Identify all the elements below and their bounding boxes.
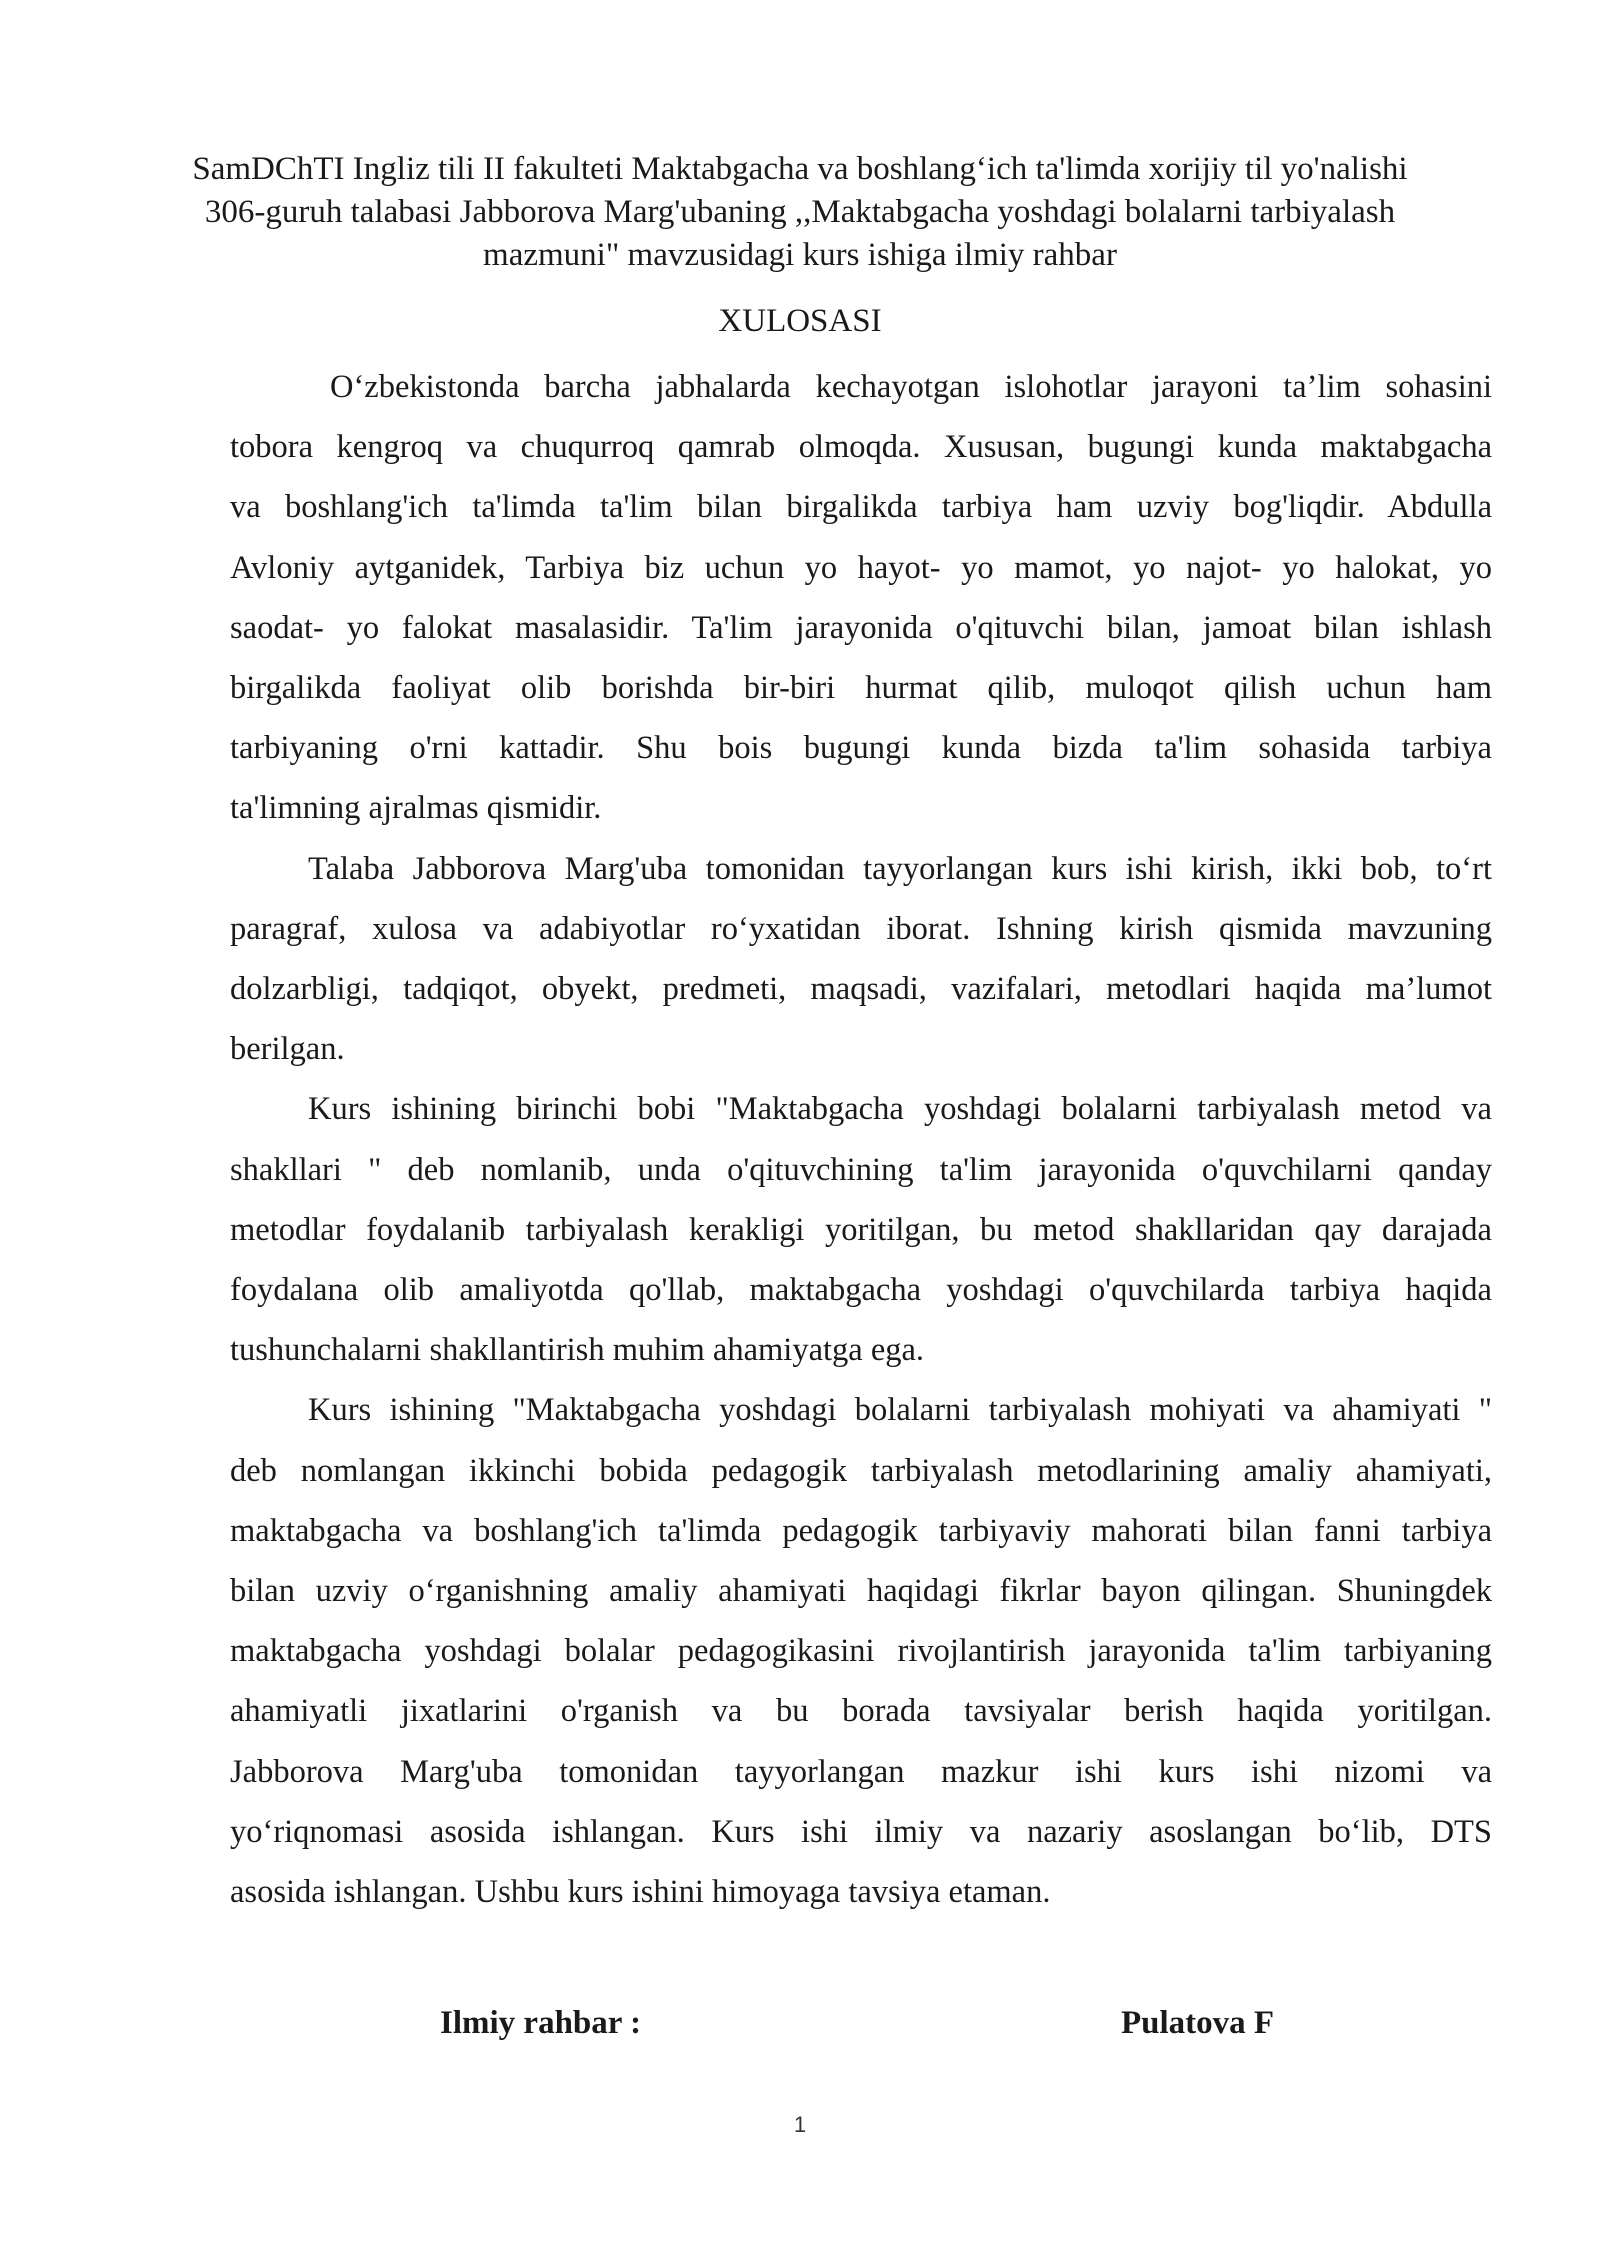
text-line: ta'limning ajralmas qismidir.: [230, 790, 602, 827]
text-line: birgalikda faoliyat olib borishda bir-biri hurmat qilib, muloqot qilish uchun ham: [230, 670, 1492, 707]
text-line: foydalana olib amaliyotda qo'llab, maktabgacha yoshdagi o'quvchilarda tarbiya haqida: [230, 1272, 1492, 1309]
text-line: ahamiyatli jixatlarini o'rganish va bu borada tavsiyalar berish haqida yoritilgan.: [230, 1693, 1492, 1730]
paragraph-4: [230, 1380, 1492, 1922]
text-line: Talaba Jabborova Marg'uba tomonidan tayyorlangan kurs ishi kirish, ikki bob, to‘rt: [308, 850, 1492, 887]
text-line: bilan uzviy o‘rganishning amaliy ahamiyati haqidagi fikrlar bayon qilingan. Shuningdek: [230, 1573, 1492, 1610]
text-line: tushunchalarni shakllantirish muhim ahamiyatga ega.: [230, 1332, 925, 1369]
text-line: yo‘riqnomasi asosida ishlangan. Kurs ishi ilmiy va nazariy asoslangan bo‘lib, DTS: [230, 1813, 1492, 1850]
text-line: Kurs ishining "Maktabgacha yoshdagi bolalarni tarbiyalash mohiyati va ahamiyati ": [308, 1392, 1492, 1429]
text-line: berilgan.: [230, 1031, 345, 1068]
text-line: Jabborova Marg'uba tomonidan tayyorlangan mazkur ishi kurs ishi nizomi va: [230, 1753, 1492, 1790]
text-line: Kurs ishining birinchi bobi "Maktabgacha yoshdagi bolalarni tarbiyalash metod va: [308, 1091, 1492, 1128]
heading-line: 306-guruh talabasi Jabborova Marg'ubaning ,,Maktabgacha yoshdagi bolalarni tarbiyalash: [204, 194, 1396, 230]
paragraph-2: [230, 839, 1492, 1080]
document-heading: [150, 148, 1450, 277]
text-line: dolzarbligi, tadqiqot, obyekt, predmeti, maqsadi, vazifalari, metodlari haqida ma’lumot: [230, 971, 1492, 1008]
paragraph-1: [230, 357, 1492, 839]
text-line: tarbiyaning o'rni kattadir. Shu bois bugungi kunda bizda ta'lim sohasida tarbiya: [230, 730, 1492, 767]
text-line: asosida ishlangan. Ushbu kurs ishini himoyaga tavsiya etaman.: [230, 1874, 1051, 1911]
heading-line: mazmuni" mavzusidagi kurs ishiga ilmiy rahbar: [483, 237, 1117, 273]
text-line: tobora kengroq va chuqurroq qamrab olmoqda. Xususan, bugungi kunda maktabgacha: [230, 429, 1492, 466]
text-line: maktabgacha va boshlang'ich ta'limda pedagogik tarbiyaviy mahorati bilan fanni tarbiya: [230, 1512, 1492, 1549]
text-line: va boshlang'ich ta'limda ta'lim bilan birgalikda tarbiya ham uzviy bog'liqdir. Abdulla: [230, 489, 1492, 526]
paragraph-3: [230, 1079, 1492, 1380]
signature-label: Ilmiy rahbar :: [440, 2005, 642, 2041]
page-number: 1: [793, 2112, 807, 2137]
text-line: Avloniy aytganidek, Tarbiya biz uchun yo hayot- yo mamot, yo najot- yo halokat, yo: [230, 549, 1492, 586]
text-line: O‘zbekistonda barcha jabhalarda kechayotgan islohotlar jarayoni ta’lim sohasini: [330, 369, 1492, 405]
text-line: paragraf, xulosa va adabiyotlar ro‘yxatidan iborat. Ishning kirish qismida mavzuning: [230, 910, 1492, 947]
document-title: XULOSASI: [718, 303, 882, 339]
signature-name: Pulatova F: [1121, 2005, 1275, 2041]
text-line: saodat- yo falokat masalasidir. Ta'lim jarayonida o'qituvchi bilan, jamoat bilan ishlash: [230, 609, 1492, 646]
text-line: maktabgacha yoshdagi bolalar pedagogikasini rivojlantirish jarayonida ta'lim tarbiyaning: [230, 1633, 1492, 1670]
heading-line: SamDChTI Ingliz tili II fakulteti Maktabgacha va boshlang‘ich ta'limda xorijiy til yo'nalishi: [192, 151, 1408, 187]
text-line: deb nomlangan ikkinchi bobida pedagogik tarbiyalash metodlarining amaliy ahamiyati,: [230, 1452, 1492, 1489]
text-line: metodlar foydalanib tarbiyalash kerakligi yoritilgan, bu metod shakllaridan qay darajada: [230, 1211, 1492, 1248]
text-line: shakllari " deb nomlanib, unda o'qituvchining ta'lim jarayonida o'quvchilarni qanday: [230, 1151, 1492, 1188]
document-body: [230, 357, 1492, 1922]
